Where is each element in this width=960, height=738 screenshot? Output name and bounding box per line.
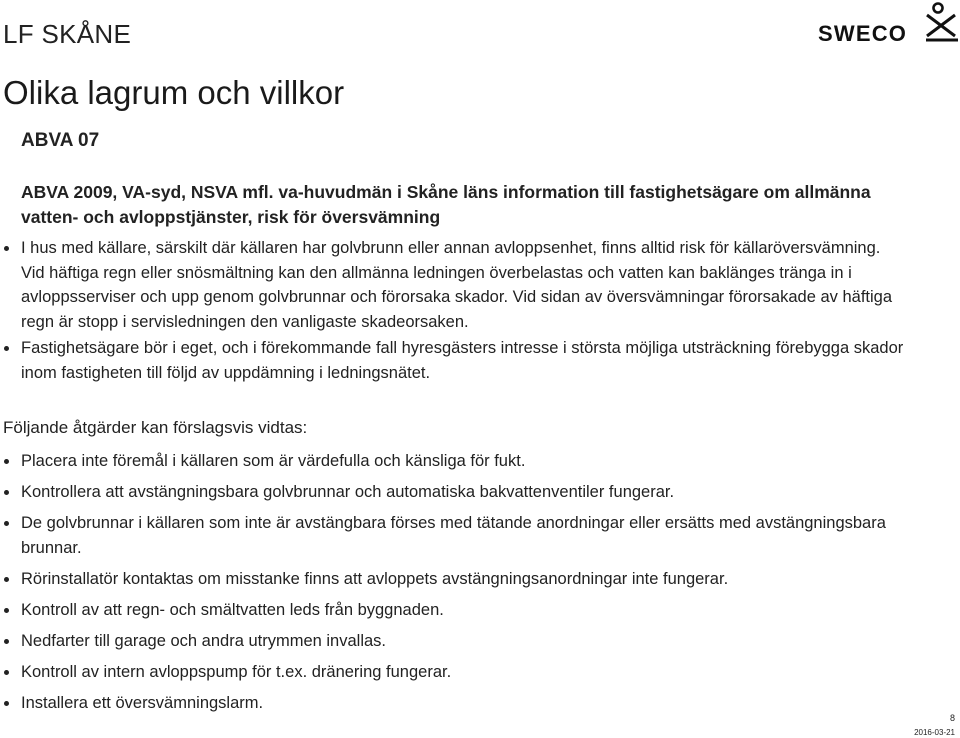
page-date: 2016-03-21 xyxy=(914,728,955,737)
action-item-8: Installera ett översvämningslarm. xyxy=(3,691,908,716)
section-label: ABVA 07 xyxy=(21,130,100,151)
sweco-mark-icon xyxy=(925,2,959,44)
action-item-6: Nedfarter till garage och andra utrymmen invallas. xyxy=(3,629,908,654)
page-number: 8 xyxy=(949,713,955,723)
page-title: Olika lagrum och villkor xyxy=(3,74,345,111)
actions-heading: Följande åtgärder kan förslagsvis vidtas: xyxy=(3,418,308,437)
logo-text: SWECO xyxy=(818,21,908,46)
action-item-4: Rörinstallatör kontaktas om misstanke finns att avloppets avstängningsanordningar inte fungerar. xyxy=(3,567,908,592)
actions-bullet-list xyxy=(3,449,908,722)
info-bullet-1: I hus med källare, särskilt där källaren har golvbrunn eller annan avloppsenhet, finns alltid risk för källaröversvämning. Vid häftiga regn eller snösmältning kan den allmänna ledningen överbelastas och vatten kan baklänges tränga in i avloppsserviser och upp genom golvbrunnar och förorsaka skador. Vid sidan av översvämningar förorsakade av häftiga regn är stopp i servisledningen den vanligaste skadeorsaken. xyxy=(3,236,908,334)
intro-paragraph: ABVA 2009, VA-syd, NSVA mfl. va-huvudmän i Skåne läns information till fastighetsägare om allmänna vatten- och avloppstjänster, risk för översvämning xyxy=(21,182,871,227)
info-bullet-list xyxy=(3,236,908,387)
header-organization: LF SKÅNE xyxy=(3,19,132,49)
action-item-2: Kontrollera att avstängningsbara golvbrunnar och automatiska bakvattenventiler fungerar. xyxy=(3,480,908,505)
action-item-7: Kontroll av intern avloppspump för t.ex. dränering fungerar. xyxy=(3,660,908,685)
action-item-5: Kontroll av att regn- och smältvatten leds från byggnaden. xyxy=(3,598,908,623)
action-item-3: De golvbrunnar i källaren som inte är avstängbara förses med tätande anordningar eller ersätts med avstängningsbara brunnar. xyxy=(3,511,908,560)
action-item-1: Placera inte föremål i källaren som är värdefulla och känsliga för fukt. xyxy=(3,449,908,474)
info-bullet-2: Fastighetsägare bör i eget, och i förekommande fall hyresgästers intresse i största möjliga utsträckning förebygga skador inom fastigheten till följd av uppdämning i ledningsnätet. xyxy=(3,336,908,385)
sweco-logo xyxy=(818,2,960,46)
